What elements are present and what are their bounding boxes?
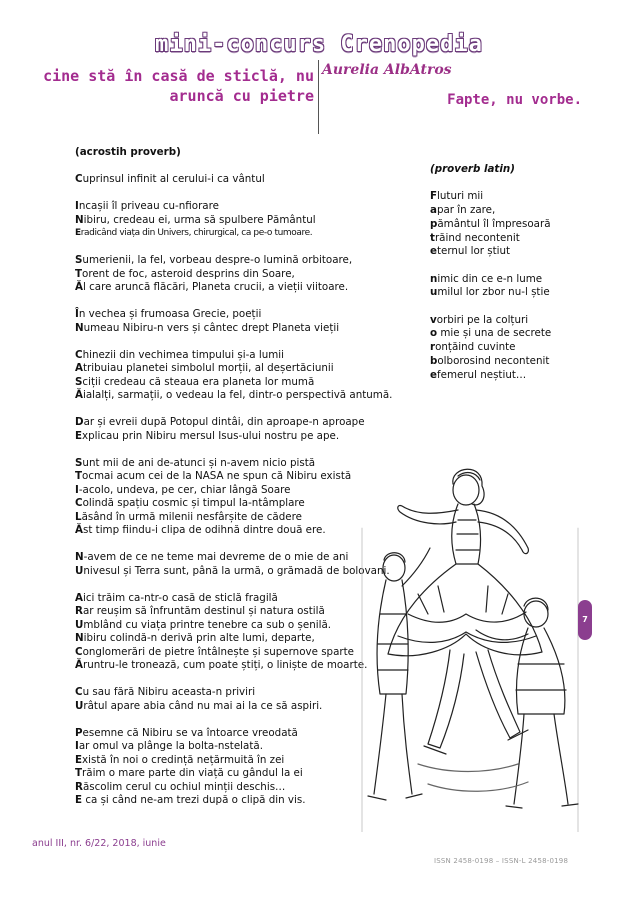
acrostic-initial: Ă [75,281,83,293]
line-text: l care aruncă flăcări, Planeta crucii, a vieții viitoare. [82,281,349,293]
page-number-badge: 7 [578,600,592,640]
left-line [75,511,405,525]
acrostic-initial: U [75,699,84,712]
right-line [430,273,600,287]
left-line [75,457,405,471]
line-text: ar și evreii după Potopul dintâi, din aproape-n aproape [83,416,365,428]
line-text: olindă spațiu cosmic și timpul la-ntâmplare [82,497,305,509]
right-stanza [430,273,600,300]
line-text: u sau fără Nibiru aceasta-n priviri [82,686,256,698]
line-text: olborosind necontenit [437,354,550,367]
acrostic-poem-right [430,163,600,396]
left-line [75,227,405,241]
left-poem-heading: (acrostih proverb) [75,146,181,158]
right-line [430,190,600,204]
acrostic-initial: S [75,456,83,469]
issn-info: ISSN 2458-0198 – ISSN-L 2458-0198 [434,857,569,865]
left-line [75,700,405,714]
left-line [75,619,405,633]
line-text: -avem de ce ne teme mai devreme de o mie de ani [83,551,349,563]
acrostic-initial: Ă [75,524,83,536]
acrostic-initial: p [430,217,438,230]
line-text: ca și când ne-am trezi după o clipă din vis. [82,794,306,806]
right-line [430,369,600,383]
right-line [430,286,600,300]
line-text: ibiru colindă-n derivă prin alte lumi, departe, [83,632,315,644]
left-stanza [75,254,405,295]
left-line [75,497,405,511]
left-line [75,524,405,538]
acrostic-initial: Ă [75,659,83,671]
left-line [75,214,405,228]
acrostic-initial: T [75,470,83,482]
line-text: ibiru, credeau ei, urma să spulbere Pământul [83,213,316,226]
right-line [430,341,600,355]
line-text: par în zare, [436,204,496,217]
line-text: ar reușim să înfruntăm destinul și natura ostilă [82,605,325,617]
right-line [430,327,600,341]
acrostic-initial: E [75,794,83,806]
right-stanza [430,314,600,383]
line-text: ăsând în urmă milenii nesfârșite de cădere [81,510,302,523]
acrostic-initial: N [75,632,84,644]
left-line [75,740,405,754]
acrostic-initial: N [75,321,84,334]
issue-info: anul III, nr. 6/22, 2018, iunie [32,838,166,849]
line-text: orent de foc, asteroid desprins din Soare, [82,267,295,280]
acrostic-initial: R [75,780,83,793]
line-text: onglomerări de pietre întâlnește și supernove sparte [82,645,355,658]
left-line [75,362,405,376]
line-text: esemne că Nibiru se va întoarce vreodată [82,726,298,739]
acrostic-initial: e [430,245,437,258]
line-text: xplicau prin Nibiru mersul Isus-ului nostru pe ape. [82,429,340,442]
left-stanza [75,727,405,808]
acrostic-initial: C [75,348,83,361]
acrostic-initial: A [75,362,83,374]
left-line [75,268,405,282]
line-text: răind necontenit [434,231,520,244]
left-line [75,781,405,795]
line-text: ncașii îl priveau cu-nfiorare [78,200,219,212]
line-text: luturi mii [437,190,484,203]
left-line [75,686,405,700]
acrostic-initial: C [75,686,83,698]
acrostic-initial: u [430,286,438,299]
left-line [75,484,405,498]
acrostic-initial: F [430,190,438,203]
left-stanza [75,308,405,335]
acrostic-initial: e [430,368,437,381]
line-text: -acolo, undeva, pe cer, chiar lângă Soare [78,483,291,496]
acrostic-initial: S [75,254,83,266]
acrostic-initial: Ă [75,389,83,401]
right-line [430,314,600,328]
acrostic-initial: T [75,267,83,280]
left-line [75,754,405,768]
left-line [75,592,405,606]
acrostic-initial: n [430,272,438,285]
acrostic-initial: a [430,204,437,217]
left-line [75,565,405,579]
acrostic-initial: C [75,497,83,509]
acrostic-initial: N [75,213,84,226]
header-divider [318,60,319,134]
line-text: ciții credeau că steaua era planeta lor mumă [82,375,315,388]
acrostic-initial: C [75,645,83,658]
left-line [75,173,405,187]
right-stanzas [430,190,600,382]
acrostic-initial: b [430,354,438,367]
left-line [75,281,405,295]
line-text: râtul apare abia când nu mai ai la ce să aspiri. [83,699,323,712]
line-text: milul lor zbor nu-l știe [437,286,550,299]
line-text: runtru-le tronează, cum poate știți, o liniște de moarte. [82,659,368,671]
acrostic-initial: I [75,200,79,212]
line-text: ialalți, sarmații, o vedeau la fel, dintr-o perspectivă antumă. [82,389,393,401]
left-stanza [75,349,405,403]
acrostic-initial: I [75,483,79,496]
line-text: ământul îl împresoară [437,217,551,230]
right-stanza [430,190,600,259]
acrostic-initial: D [75,416,84,428]
left-stanzas [75,173,405,808]
author-name: Aurelia AlbAtros [322,62,452,78]
left-line [75,646,405,660]
left-stanza [75,592,405,673]
left-line [75,322,405,336]
left-line [75,794,405,808]
acrostic-initial: L [75,510,82,523]
line-text: orbiri pe la colțuri [436,313,529,326]
acrostic-initial: I [75,740,79,752]
left-line [75,605,405,619]
acrostic-initial: v [430,313,437,326]
acrostic-initial: P [75,726,83,739]
acrostic-poem-left [75,146,405,821]
acrostic-initial: R [75,605,83,617]
line-text: unt mii de ani de-atunci și n-avem nicio pistă [82,456,316,469]
line-text: uprinsul infinit al cerului-i ca vântul [82,173,265,185]
line-text: n vechea și frumoasa Grecie, poeții [78,308,262,320]
title-left-line-1: cine stă în casă de sticlă, nu [43,67,314,85]
left-line [75,349,405,363]
left-line [75,308,405,322]
left-line [75,376,405,390]
line-text: st timp fiindu-i clipa de odihnă dintre două ere. [82,524,326,536]
poem-title-left [40,66,314,106]
left-stanza [75,200,405,241]
acrostic-initial: Î [75,308,79,320]
line-text: hinezii din vechimea timpului și-a lumii [82,348,285,361]
line-text: umeau Nibiru-n vers și cântec drept Planeta vieții [83,321,340,334]
line-text: radicând viața din Univers, chirurgical, ca pe-o tumoare. [80,228,313,238]
line-text: ternul lor știut [436,245,511,258]
left-line [75,254,405,268]
left-line [75,767,405,781]
left-stanza [75,173,405,187]
acrostic-initial: U [75,618,84,631]
line-text: femerul neștiut… [436,368,527,381]
right-line [430,204,600,218]
line-text: xistă în noi o credință nețărmuită în zei [82,753,285,766]
acrostic-initial: E [75,429,83,442]
acrostic-initial: U [75,564,84,577]
acrostic-initial: T [75,767,83,779]
acrostic-initial: N [75,551,84,563]
left-line [75,470,405,484]
acrostic-initial: r [430,341,436,354]
right-line [430,245,600,259]
line-text: ar omul va plânge la bolta-nstelată. [78,740,263,752]
line-text: umerienii, la fel, vorbeau despre-o lumină orbitoare, [82,254,353,266]
line-text: imic din ce e-n lume [437,272,543,285]
line-text: tribuiau planetei simbolul morții, al deșertăciunii [82,362,334,374]
line-text: mie și una de secrete [437,327,552,340]
poem-title-right: Fapte, nu vorbe. [447,92,582,108]
acrostic-initial: C [75,173,83,185]
line-text: ăscolim cerul cu ochiul minții deschis… [82,780,286,793]
left-stanza [75,416,405,443]
left-line [75,416,405,430]
left-line [75,430,405,444]
line-text: ici trăim ca-ntr-o casă de sticlă fragilă [82,591,278,604]
line-text: onțăind cuvinte [435,341,516,354]
title-left-line-2: aruncă cu pietre [169,87,314,105]
masthead-title: mini-concurs Crenopedia [155,32,483,57]
line-text: ocmai acum cei de la NASA ne spun că Nibiru există [82,470,352,482]
acrostic-initial: E [75,753,83,766]
left-stanza [75,686,405,713]
line-text: răim o mare parte din viață cu gândul la ei [82,767,303,779]
acrostic-initial: t [430,231,435,244]
left-line [75,551,405,565]
left-stanza [75,457,405,538]
left-line [75,659,405,673]
left-line [75,200,405,214]
right-line [430,355,600,369]
acrostic-initial: o [430,327,438,340]
right-line [430,218,600,232]
left-line [75,632,405,646]
left-line [75,389,405,403]
line-text: mblând cu viața printre tenebre ca sub o șenilă. [83,618,332,631]
left-line [75,727,405,741]
acrostic-initial: E [75,228,81,238]
right-line [430,232,600,246]
acrostic-initial: S [75,375,83,388]
right-poem-heading: (proverb latin) [430,163,515,175]
line-text: nivesul și Terra sunt, până la urmă, o grămadă de bolovani. [83,564,390,577]
left-stanza [75,551,405,578]
dancers-illustration [358,464,582,832]
acrostic-initial: A [75,591,83,604]
